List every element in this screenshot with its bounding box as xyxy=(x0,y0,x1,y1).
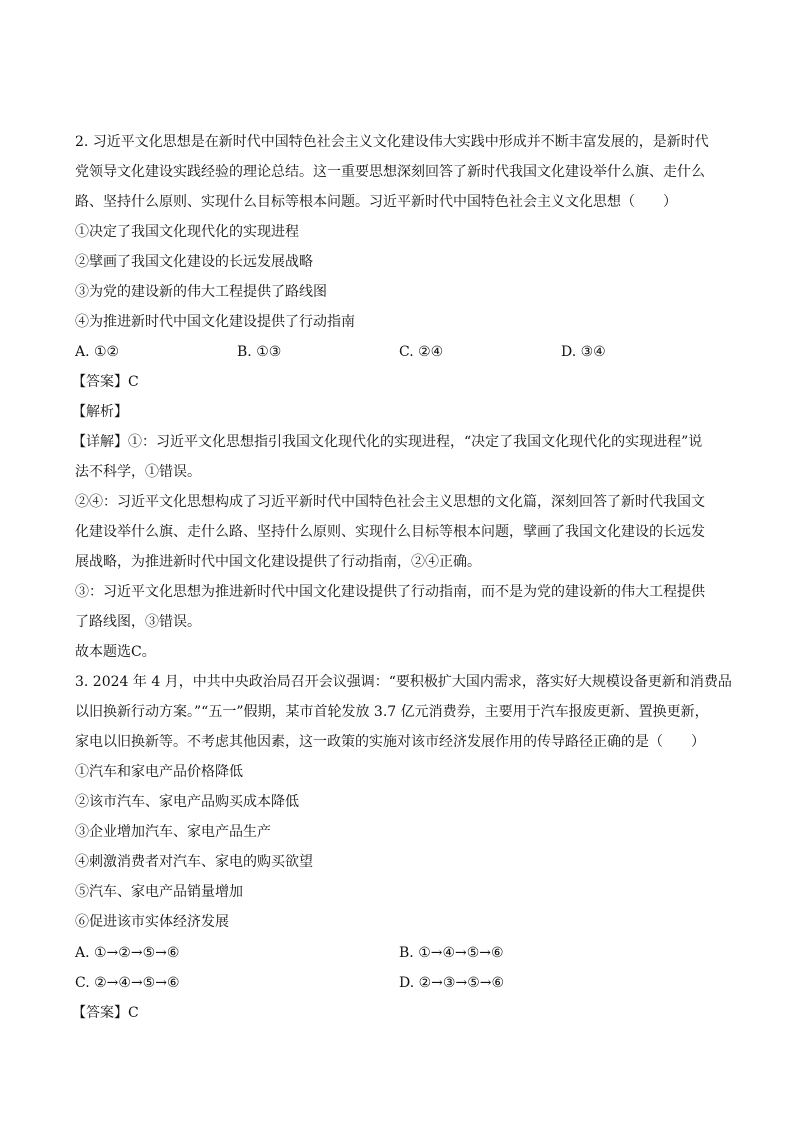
q3-item-2: ②该市汽车、家电产品购买成本降低 xyxy=(75,794,299,810)
q2-stem-line-2: 党领导文化建设实践经验的理论总结。这一重要思想深刻回答了新时代我国文化建设举什么旗、走什么 xyxy=(75,164,705,180)
q2-explanation-line-1: 【详解】①：习近平文化思想指引我国文化现代化的实现进程，“决定了我国文化现代化的实现进程”说 xyxy=(72,434,703,450)
q2-item-2: ②擘画了我国文化建设的长远发展战略 xyxy=(75,254,313,270)
q2-stem-line-3: 路、坚持什么原则、实现什么目标等根本问题。习近平新时代中国特色社会主义文化思想（ ） xyxy=(75,194,677,210)
q2-option-a: A. ①② xyxy=(75,344,120,360)
q3-option-b: B. ①→④→⑤→⑥ xyxy=(399,945,504,961)
q3-stem-line-1: 3. 2024 年 4 月，中共中央政治局召开会议强调：“要积极扩大国内需求，落实好大规模设备更新和消费品 xyxy=(75,674,732,690)
q3-option-c: C. ②→④→⑤→⑥ xyxy=(75,975,180,991)
q2-option-d: D. ③④ xyxy=(561,344,606,360)
q2-stem-line-1: 2. 习近平文化思想是在新时代中国特色社会主义文化建设伟大实践中形成并不断丰富发展的，是新时代 xyxy=(75,134,709,150)
q2-explanation-line-6: ③：习近平文化思想为推进新时代中国文化建设提供了行动指南，而不是为党的建设新的伟大工程提供 xyxy=(75,584,705,600)
q2-explanation-line-2: 法不科学，①错误。 xyxy=(75,464,201,480)
q2-explanation-line-7: 了路线图，③错误。 xyxy=(75,614,201,630)
q2-conclusion: 故本题选C。 xyxy=(75,644,156,660)
q3-option-a: A. ①→②→⑤→⑥ xyxy=(75,945,180,961)
q2-option-b: B. ①③ xyxy=(237,344,282,360)
q2-analysis-label: 【解析】 xyxy=(72,404,128,420)
q2-answer: 【答案】C xyxy=(72,374,139,390)
q2-item-3: ③为党的建设新的伟大工程提供了路线图 xyxy=(75,284,327,300)
q3-option-d: D. ②→③→⑤→⑥ xyxy=(399,975,505,991)
q3-item-1: ①汽车和家电产品价格降低 xyxy=(75,764,243,780)
q2-explanation-line-3: ②④：习近平文化思想构成了习近平新时代中国特色社会主义思想的文化篇，深刻回答了新时代我国文 xyxy=(75,494,705,510)
q3-item-5: ⑤汽车、家电产品销量增加 xyxy=(75,884,243,900)
q2-explanation-line-5: 展战略，为推进新时代中国文化建设提供了行动指南，②④正确。 xyxy=(75,554,481,570)
q2-option-c: C. ②④ xyxy=(399,344,444,360)
q3-answer: 【答案】C xyxy=(72,1005,139,1021)
q2-item-4: ④为推进新时代中国文化建设提供了行动指南 xyxy=(75,314,355,330)
q3-stem-line-3: 家电以旧换新等。不考虑其他因素，这一政策的实施对该市经济发展作用的传导路径正确的是（ ） xyxy=(75,734,705,750)
q3-stem-line-2: 以旧换新行动方案。”“五一”假期，某市首轮发放 3.7 亿元消费券，主要用于汽车报废更新、置换更新， xyxy=(75,704,709,720)
q2-item-1: ①决定了我国文化现代化的实现进程 xyxy=(75,224,299,240)
q3-item-6: ⑥促进该市实体经济发展 xyxy=(75,914,229,930)
q2-explanation-line-4: 化建设举什么旗、走什么路、坚持什么原则、实现什么目标等根本问题，擘画了我国文化建设的长远发 xyxy=(75,524,705,540)
q3-item-4: ④刺激消费者对汽车、家电的购买欲望 xyxy=(75,854,313,870)
q3-item-3: ③企业增加汽车、家电产品生产 xyxy=(75,824,271,840)
